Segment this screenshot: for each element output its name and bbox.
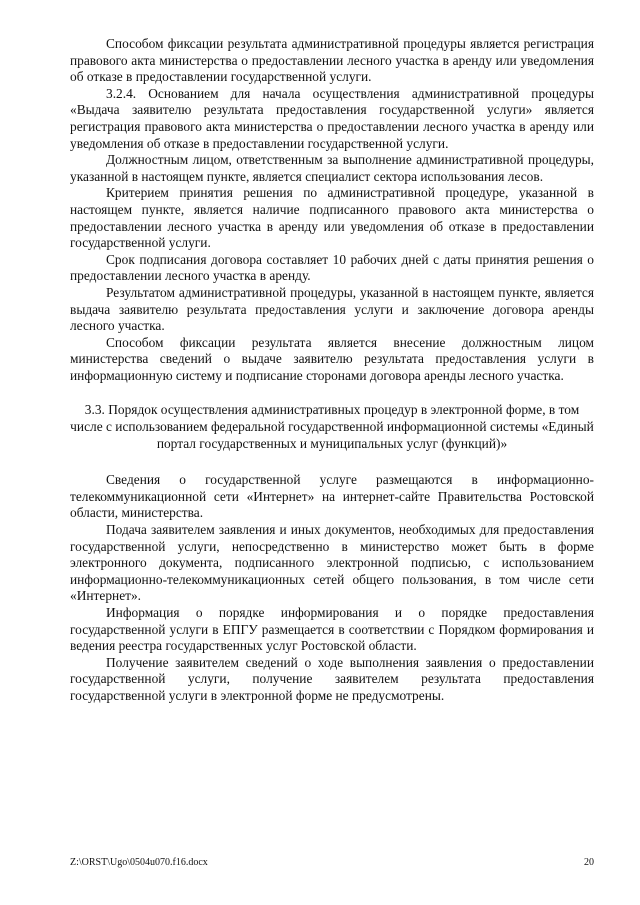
- paragraph: Сведения о государственной услуге размещаются в информационно-телекоммуникационной сети «Интернет» на интернет-сайте Правительства Ростовской области, министерства.: [70, 472, 594, 521]
- paragraph: 3.2.4. Основанием для начала осуществления административной процедуры «Выдача заявителю результата предоставления государственной услуги» является регистрация правового акта министерства о предоставлении лесного участка в аренду или уведомления об отказе в предоставлении государственной услуги.: [70, 85, 594, 151]
- file-path: Z:\ORST\Ugo\0504u070.f16.docx: [70, 857, 208, 868]
- page-number: 20: [584, 857, 594, 868]
- paragraph: Критерием принятия решения по административной процедуре, указанной в настоящем пункте, является наличие подписанного правового акта министерства о предоставлении лесного участка в аренду или уведомления об отказе в предоставлении государственной услуги.: [70, 185, 594, 251]
- paragraph: Должностным лицом, ответственным за выполнение административной процедуры, указанной в настоящем пункте, является специалист сектора использования лесов.: [70, 152, 594, 184]
- document-body: [70, 36, 594, 705]
- paragraph: Информация о порядке информирования и о порядке предоставления государственной услуги в ЕПГУ размещается в соответствии с Порядком формирования и ведения реестра государственных услуг Ростовской области.: [70, 605, 594, 654]
- paragraph: Срок подписания договора составляет 10 рабочих дней с даты принятия решения о предоставлении лесного участка в аренду.: [70, 251, 594, 284]
- section-heading: 3.3. Порядок осуществления административных процедур в электронной форме, в том числе с использованием федеральной государственной информационной системы «Единый портал государственных и муниципальных услуг (функций)»: [70, 402, 594, 451]
- paragraph: Подача заявителем заявления и иных документов, необходимых для предоставления государственной услуги, непосредственно в министерство может быть в форме электронного документа, подписанного электронной подписью, с использованием информационно-телекоммуникационных сетей общего пользования, в том числе сети «Интернет».: [70, 522, 594, 604]
- paragraph: Способом фиксации результата является внесение должностным лицом министерства сведений о выдаче заявителю результата предоставления услуги в информационную систему и подписание сторонами договора аренды лесного участка.: [70, 334, 594, 383]
- paragraph: Получение заявителем сведений о ходе выполнения заявления о предоставлении государственной услуги, получение заявителем результата предоставления государственной услуги в электронной форме не предусмотрены.: [70, 654, 594, 703]
- paragraph: Результатом административной процедуры, указанной в настоящем пункте, является выдача заявителю результата предоставления услуги и заключение договора аренды лесного участка.: [70, 284, 594, 334]
- paragraph: Способом фиксации результата административной процедуры является регистрация правового акта министерства о предоставлении лесного участка в аренду или уведомления об отказе в предоставлении государственной услуги.: [70, 36, 594, 85]
